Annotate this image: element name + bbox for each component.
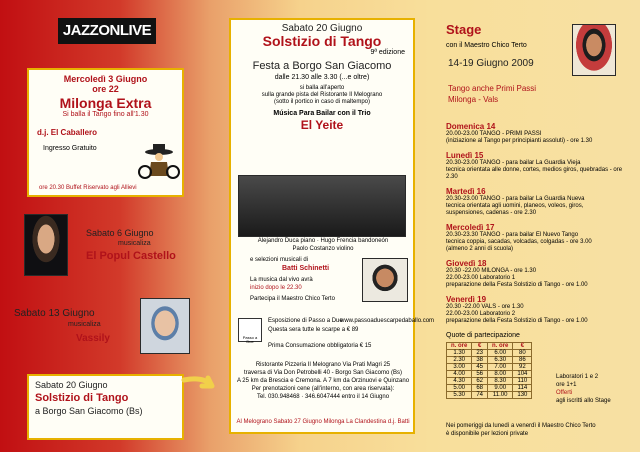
day-title: Domenica 14 bbox=[446, 122, 496, 131]
table-cell: 68 bbox=[472, 385, 488, 392]
quote-header: € bbox=[472, 343, 488, 350]
table-cell: 62 bbox=[472, 378, 488, 385]
day-title: Martedì 16 bbox=[446, 187, 486, 196]
table-cell: 3.00 bbox=[447, 364, 472, 371]
table-row bbox=[447, 378, 532, 385]
table-cell: 23 bbox=[472, 350, 488, 357]
chico-terto-photo bbox=[572, 24, 616, 76]
center-live1: La musica dal vivo avrà bbox=[250, 277, 313, 283]
milonga-sub: Si balla il Tango fino all'1.30 bbox=[62, 111, 149, 118]
table-row bbox=[447, 364, 532, 371]
day-line: 22.00-23.00 Laboratorio 2 bbox=[446, 311, 516, 317]
table-row bbox=[447, 350, 532, 357]
table-cell: 45 bbox=[472, 364, 488, 371]
table-cell: 110 bbox=[513, 378, 532, 385]
center-expo-note: Questa sera tutte le scarpe a € 89 bbox=[268, 327, 359, 333]
labs-line3: Offerti bbox=[556, 390, 573, 396]
center-edition: 9ª edizione bbox=[370, 49, 405, 56]
passo-a-due-logo bbox=[238, 318, 262, 342]
stage-title: Stage bbox=[446, 22, 482, 37]
labs-line1: Laboratori 1 e 2 bbox=[556, 374, 599, 380]
center-festa: Festa a Borgo San Giacomo bbox=[252, 60, 392, 72]
table-cell: 74 bbox=[472, 392, 488, 399]
table-cell: 8.00 bbox=[488, 371, 513, 378]
quote-table-wrap bbox=[446, 342, 532, 399]
day-line: suspensiones, cadenas - ore 2.30 bbox=[446, 210, 537, 216]
day-block bbox=[446, 223, 624, 253]
stage-subtitle1: Tango anche Primi Passi bbox=[448, 84, 537, 93]
day-line: 22.00-23.00 Laboratorio 1 bbox=[446, 275, 516, 281]
table-cell: 7.00 bbox=[488, 364, 513, 371]
day-line: 20.30-23.00 TANGO - para bailar La Guardia Nueva bbox=[446, 196, 585, 202]
table-cell: 8.30 bbox=[488, 378, 513, 385]
milonga-dj: d.j. El Caballero bbox=[37, 128, 98, 137]
stage-maestro: con il Maestro Chico Terto bbox=[446, 42, 527, 49]
table-cell: 5.00 bbox=[447, 385, 472, 392]
table-cell: 6.30 bbox=[488, 357, 513, 364]
day-line: (almeno 2 anni di scuola) bbox=[446, 246, 514, 252]
day-block bbox=[446, 259, 624, 289]
table-cell: 2.30 bbox=[447, 357, 472, 364]
quote-header: € bbox=[513, 343, 532, 350]
day-block bbox=[446, 122, 624, 145]
caballero-illustration bbox=[135, 142, 181, 182]
table-row bbox=[447, 392, 532, 399]
milonga-time: ore 22 bbox=[92, 84, 119, 94]
quote-table bbox=[446, 342, 532, 399]
table-cell: 130 bbox=[513, 392, 532, 399]
day-title: Venerdì 19 bbox=[446, 295, 487, 304]
day-block bbox=[446, 187, 624, 217]
event4-date: Sabato 20 Giugno bbox=[35, 380, 108, 390]
center-rest2: traversa di Via Don Petrobelli 40 - Borgo San Giacomo (Bs) bbox=[244, 370, 402, 376]
event2-date: Sabato 6 Giugno bbox=[86, 228, 154, 238]
center-outdoor3: (sotto il portico in caso di maltempo) bbox=[273, 99, 371, 105]
band-photo bbox=[238, 175, 406, 237]
table-row bbox=[447, 371, 532, 378]
table-cell: 9.00 bbox=[488, 385, 513, 392]
milonga-buffet: ore 20.30 Buffet Riservato agli Allievi bbox=[39, 185, 137, 191]
dj-vassily-photo bbox=[140, 298, 190, 354]
center-outdoor2: sulla grande pista del Ristorante Il Melograno bbox=[261, 92, 383, 98]
arrow-right-icon bbox=[180, 372, 228, 402]
center-expo: Esposizione di Passo a Due bbox=[268, 318, 343, 324]
center-rest5: Tel. 030.948468 · 346.6047444 entro il 14 Giugno bbox=[256, 394, 390, 400]
labs-line2: ore 1+1 bbox=[556, 382, 577, 388]
day-line: 20.30-23.30 TANGO - para bailar El Nuevo Tango bbox=[446, 232, 579, 238]
stage-subtitle2: Milonga - Vals bbox=[448, 95, 499, 104]
event3-date: Sabato 13 Giugno bbox=[14, 308, 95, 319]
private-lessons-note1: Nei pomeriggi da lunedì a venerdì il Maestro Chico Terto bbox=[446, 423, 596, 429]
milonga-date: Mercoledì 3 Giugno bbox=[63, 74, 148, 84]
center-consumption: Prima Consumazione obbligatoria € 15 bbox=[268, 343, 372, 349]
table-cell: 4.00 bbox=[447, 371, 472, 378]
day-block bbox=[446, 295, 624, 325]
day-line: preparazione della Festa Solstizio di Tango - ore 1.00 bbox=[446, 318, 588, 324]
center-rest1: Ristorante Pizzeria Il Melograno Via Prati Magri 25 bbox=[255, 362, 391, 368]
center-music-intro: Música Para Bailar con il Trio bbox=[273, 110, 371, 117]
labs-line4: agli iscritti allo Stage bbox=[556, 398, 611, 404]
day-line: preparazione della Festa Solstizio di Tango - ore 1.00 bbox=[446, 282, 588, 288]
table-cell: 11.00 bbox=[488, 392, 513, 399]
private-lessons-note2: è disponibile per lezioni private bbox=[446, 431, 529, 437]
center-band: El Yeite bbox=[300, 118, 344, 132]
event2-musicaliza: musicaliza bbox=[118, 240, 151, 247]
event3-name: Vassily bbox=[76, 333, 110, 344]
center-participation: Partecipa il Maestro Chico Terto bbox=[250, 296, 335, 302]
milonga-extra-panel bbox=[27, 68, 184, 197]
center-date: Sabato 20 Giugno bbox=[281, 23, 363, 34]
center-musicians2: Paolo Costanzo violino bbox=[292, 246, 354, 252]
table-cell: 86 bbox=[513, 357, 532, 364]
center-musicians1: Alejandro Duca piano · Hugo Frencia bandoneón bbox=[257, 238, 389, 244]
chico-terto-center-photo bbox=[362, 258, 408, 302]
day-line: (iniziazione al Tango per principianti assoluti) - ore 1.30 bbox=[446, 138, 593, 144]
center-expo-url: www.passoaduescarpedaballo.com bbox=[340, 318, 435, 324]
center-title: Solstizio di Tango bbox=[262, 33, 382, 49]
day-title: Lunedì 15 bbox=[446, 151, 484, 160]
quote-header: n. ore bbox=[447, 343, 472, 350]
solstizio-left-panel bbox=[27, 374, 184, 440]
day-line: tecnica orientata agli uomini, planeos, voleos, giros, bbox=[446, 203, 584, 209]
table-cell: 1.30 bbox=[447, 350, 472, 357]
day-title: Mercoledì 17 bbox=[446, 223, 495, 232]
center-outdoor1: si balla all'aperto bbox=[299, 85, 345, 91]
stage-dates: 14-19 Giugno 2009 bbox=[448, 58, 534, 69]
table-cell: 6.00 bbox=[488, 350, 513, 357]
quote-title: Quote di partecipazione bbox=[446, 332, 520, 339]
table-cell: 38 bbox=[472, 357, 488, 364]
center-footer: Al Melograno Sabato 27 Giugno Milonga La Clandestina d.j. Batti bbox=[236, 419, 410, 425]
center-dj: Batti Schinetti bbox=[282, 265, 330, 272]
day-line: 20.30 -22.00 MILONGA - ore 1.30 bbox=[446, 268, 537, 274]
milonga-title: Milonga Extra bbox=[59, 95, 152, 111]
day-line: tecnica orientata alle donne, cortes, medios giros, quebradas - ore 2.30 bbox=[446, 167, 623, 180]
center-rest3: A 25 km da Brescia e Cremona. A 7 km da Orzinuovi e Quinzano bbox=[236, 378, 410, 384]
day-line: 20.30-23.00 TANGO - para bailar La Guardia Vieja bbox=[446, 160, 581, 166]
jazzonlive-logo: JAZZONLIVE bbox=[58, 18, 156, 44]
day-block bbox=[446, 151, 624, 181]
center-dj-intro: e selezioni musicali di bbox=[250, 257, 309, 263]
day-title: Giovedì 18 bbox=[446, 259, 487, 268]
table-row bbox=[447, 357, 532, 364]
table-cell: 114 bbox=[513, 385, 532, 392]
dj-castello-photo bbox=[24, 214, 68, 276]
passo-logo-text: Passo a Due bbox=[242, 335, 258, 344]
event4-place: a Borgo San Giacomo (Bs) bbox=[35, 406, 143, 416]
quote-header: n. ore bbox=[488, 343, 513, 350]
center-hours: dalle 21.30 alle 3.30 (...e oltre) bbox=[274, 74, 370, 81]
table-row bbox=[447, 385, 532, 392]
day-line: tecnica coppia, sacadas, volcadas, colgadas - ore 3.00 bbox=[446, 239, 592, 245]
table-cell: 104 bbox=[513, 371, 532, 378]
event2-name: El Popul Castello bbox=[86, 250, 176, 262]
event3-musicaliza: musicaliza bbox=[68, 321, 101, 328]
table-cell: 92 bbox=[513, 364, 532, 371]
table-cell: 4.30 bbox=[447, 378, 472, 385]
event4-title: Solstizio di Tango bbox=[35, 392, 129, 404]
table-cell: 5.30 bbox=[447, 392, 472, 399]
milonga-entry: Ingresso Gratuito bbox=[43, 145, 97, 152]
quote-header-row bbox=[447, 343, 532, 350]
table-cell: 56 bbox=[472, 371, 488, 378]
day-line: 20.00-23.00 TANGO - PRIMI PASSI bbox=[446, 131, 542, 137]
day-line: 20.30 -22.00 VALS - ore 1.30 bbox=[446, 304, 524, 310]
center-rest4: Per prenotazioni cene (all'interno, con area riservata): bbox=[251, 386, 395, 392]
stage-schedule bbox=[446, 122, 624, 331]
center-live2: inizio dopo le 22.30 bbox=[250, 285, 302, 291]
table-cell: 80 bbox=[513, 350, 532, 357]
